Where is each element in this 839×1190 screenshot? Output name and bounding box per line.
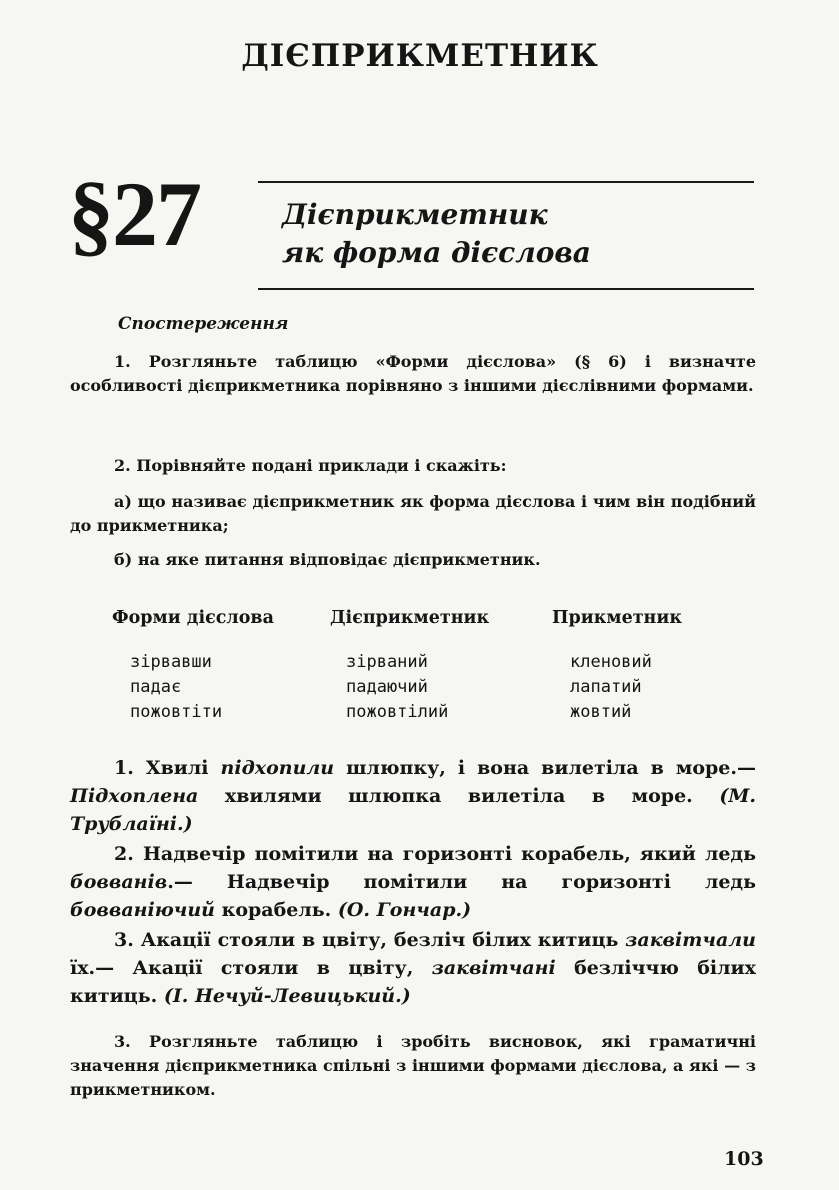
section-title-line1: Дієприкметник bbox=[282, 198, 548, 231]
task-3-text: 3. Розгляньте таблицю і зробіть висновок, які граматичні значення дієприкметника спільні з іншими формами дієслова, а які — з прикметником. bbox=[70, 1032, 756, 1099]
example-italic: заквітчані bbox=[431, 957, 556, 979]
example-number: 3. bbox=[114, 929, 134, 951]
example-text: Акації стояли в цвіту, безліч білих китиць bbox=[140, 929, 619, 951]
example-text: Хвилі bbox=[145, 757, 209, 779]
observation-heading: Спостереження bbox=[118, 314, 289, 334]
task-3 bbox=[70, 1030, 756, 1102]
page-number: 103 bbox=[724, 1148, 764, 1170]
example-italic: заквітчали bbox=[625, 929, 756, 951]
section-rule-bottom bbox=[258, 288, 754, 290]
example-text: їх.— Акації стояли в цвіту, bbox=[70, 957, 414, 979]
example-text: Надвечір помітили на горизонті корабель, який ледь bbox=[142, 843, 756, 865]
example-text: шлюпку, і вона вилетіла в море.— bbox=[346, 757, 757, 779]
table-cell: жовтий bbox=[570, 702, 632, 722]
table-cell: зірваний bbox=[346, 652, 428, 672]
example-number: 2. bbox=[114, 843, 134, 865]
example-1 bbox=[70, 754, 756, 838]
table-cell: пожовтіти bbox=[130, 702, 223, 722]
table-column-adjective bbox=[570, 650, 652, 725]
table-cell: пожовтілий bbox=[346, 702, 449, 722]
table-header-adjective: Прикметник bbox=[552, 608, 682, 628]
example-italic: Підхоплена bbox=[70, 785, 199, 807]
task-2-b bbox=[70, 548, 756, 572]
task-1-text: 1. Розгляньте таблицю «Форми дієслова» (§ 6) і визначте особливості дієприкметника порівняно з іншими дієслівними формами. bbox=[70, 352, 756, 395]
chapter-title: ДІЄПРИКМЕТНИК bbox=[241, 38, 599, 74]
example-number: 1. bbox=[114, 757, 134, 779]
table-column-participle bbox=[346, 650, 448, 725]
task-2-b-text: б) на яке питання відповідає дієприкметник. bbox=[114, 550, 541, 569]
example-italic: підхопили bbox=[220, 757, 335, 779]
table-cell: лапатий bbox=[570, 677, 642, 697]
task-1 bbox=[70, 350, 756, 398]
example-text: корабель. bbox=[221, 899, 332, 921]
table-cell: кленовий bbox=[570, 652, 652, 672]
example-text: безліччю білих китиць. bbox=[70, 957, 756, 1007]
table-cell: падаючий bbox=[346, 677, 428, 697]
example-2 bbox=[70, 840, 756, 924]
table-column-verb-forms bbox=[130, 650, 222, 725]
section-title-line2: як форма дієслова bbox=[282, 236, 591, 269]
example-3 bbox=[70, 926, 756, 1010]
table-cell: падає bbox=[130, 677, 182, 697]
example-source: (О. Гончар.) bbox=[337, 899, 472, 921]
example-italic: бовваніючий bbox=[70, 899, 215, 921]
example-source: (І. Нечуй-Левицький.) bbox=[163, 985, 411, 1007]
example-text: .— Надвечір помітили на горизонті ледь bbox=[167, 871, 756, 893]
section-rule-top bbox=[258, 181, 754, 183]
task-2-a bbox=[70, 490, 756, 538]
example-italic: бовванів bbox=[70, 871, 168, 893]
example-text: хвилями шлюпка вилетіла в море. bbox=[224, 785, 693, 807]
table-cell: зірвавши bbox=[130, 652, 212, 672]
table-header-verb-forms: Форми дієслова bbox=[112, 608, 274, 628]
section-title bbox=[282, 196, 742, 272]
example-source: (М. Трублаїні.) bbox=[70, 785, 756, 835]
section-number: §27 bbox=[68, 163, 200, 265]
task-2-intro-text: 2. Порівняйте подані приклади і скажіть: bbox=[114, 456, 507, 475]
task-2-a-text: а) що називає дієприкметник як форма дієслова і чим він подібний до прикметника; bbox=[70, 492, 756, 535]
task-2-intro bbox=[70, 454, 756, 478]
table-header-participle: Дієприкметник bbox=[330, 608, 490, 628]
